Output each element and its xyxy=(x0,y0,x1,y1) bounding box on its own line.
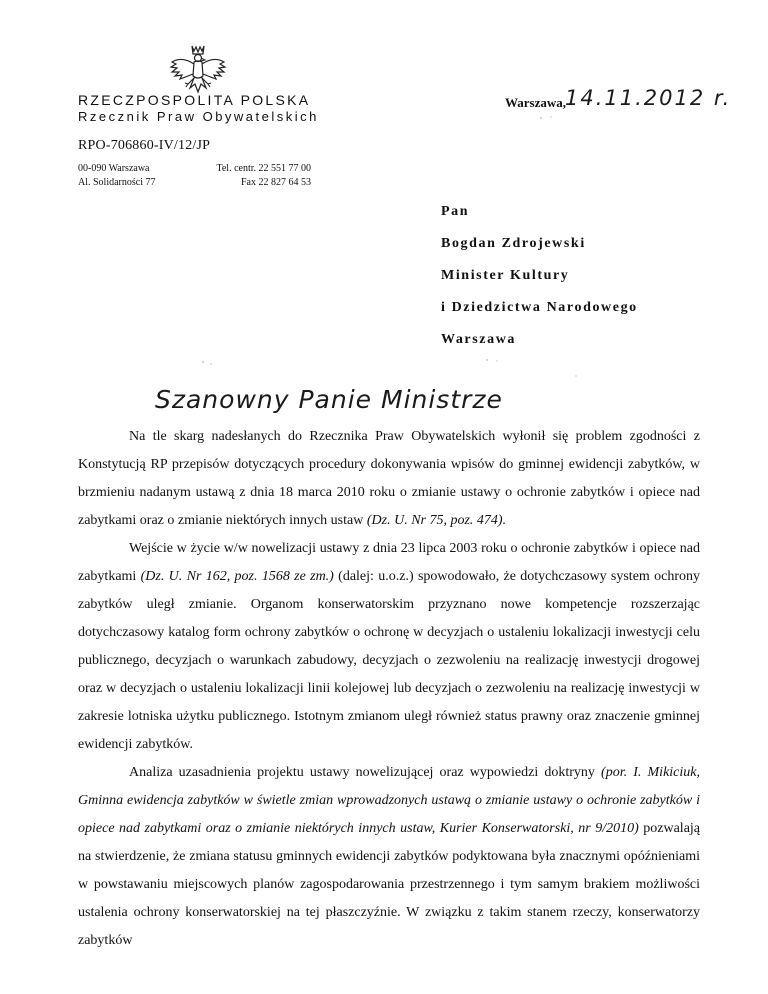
paragraph-text: Wejście w życie w/w nowelizacji ustawy z dnia 23 lipca 2003 roku o ochronie zabytków i opiece nad zabytkami xyxy=(78,541,700,584)
recipient-line: Warszawa xyxy=(441,332,517,347)
handwritten-salutation: Szanowny Panie Ministrze xyxy=(155,385,503,414)
letter-body xyxy=(78,423,700,955)
telephone: Tel. centr. 22 551 77 00 xyxy=(216,163,311,174)
doctrine-citation: (por. I. Mikiciuk, Gminna ewidencja zabytków w świetle zmian wprowadzonych ustawą o zmianie ustawy o ochronie zabytków i opiece nad zabytkami oraz o zmianie niektórych innych ustaw, Kurier Konserwatorski, nr 9/2010) xyxy=(78,765,700,836)
legal-citation: (Dz. U. Nr 162, poz. 1568 ze zm.) xyxy=(140,569,334,584)
paragraph-text: Na tle skarg nadesłanych do Rzecznika Praw Obywatelskich wyłonił się problem zgodności z Konstytucją RP przepisów dotyczących procedury dokonywania wpisów do gminnej ewidencji zabytków, w brzmieniu nadanym ustawą z dnia 18 marca 2010 roku o zmianie ustawy o ochronie zabytków i opiece nad zabytkami oraz o zmianie niektórych innych ustaw xyxy=(78,429,700,528)
fax: Fax 22 827 64 53 xyxy=(241,177,311,188)
recipient-line: Bogdan Zdrojewski xyxy=(441,236,586,251)
org-name: RZECZPOSPOLITA POLSKA xyxy=(78,92,311,108)
letter-place: Warszawa, xyxy=(505,95,567,110)
reference-number: RPO-706860-IV/12/JP xyxy=(78,138,211,153)
recipient-line: Minister Kultury xyxy=(441,268,570,283)
recipient-block xyxy=(441,196,638,356)
handwritten-date: 14.11.2012 r. xyxy=(565,86,732,110)
polish-eagle-emblem-icon xyxy=(168,42,228,98)
paragraph-text: pozwalają na stwierdzenie, że zmiana statusu gminnych ewidencji zabytków podyktowana była znacznymi opóźnieniami w powstawaniu miejscowych planów zagospodarowania przestrzennego i tym samym brakiem możliwości ustalenia ochrony konserwatorskiej na tej płaszczyźnie. W związku z takim stanem rzeczy, konserwatorzy zabytków xyxy=(78,821,701,948)
body-paragraph xyxy=(78,535,700,759)
org-subtitle: Rzecznik Praw Obywatelskich xyxy=(78,109,319,124)
office-address xyxy=(78,162,156,190)
recipient-line: i Dziedzictwa Narodowego xyxy=(441,300,638,315)
paragraph-text: Analiza uzasadnienia projektu ustawy nowelizującej oraz wypowiedzi doktryny xyxy=(129,765,602,780)
office-contact xyxy=(205,162,311,190)
body-paragraph xyxy=(78,759,700,955)
body-paragraph xyxy=(78,423,700,535)
recipient-line: Pan xyxy=(441,204,470,219)
paragraph-text: (dalej: u.o.z.) spowodowało, że dotychczasowy system ochrony zabytków uległ zmianie. Organom konserwatorskim przyznano nowe kompetencje rozszerzając dotychczasowy katalog form ochrony zabytków o ochronę w decyzjach o ustaleniu lokalizacji inwestycji celu publicznego, decyzjach o warunkach zabudowy, decyzjach o zezwoleniu na realizację inwestycji drogowej oraz w decyzjach o ustaleniu lokalizacji linii kolejowej lub decyzjach o zezwoleniu na realizację inwestycji w zakresie lotniska użytku publicznego. Istotnym zmianom uległ również status prawny oraz znaczenie gminnej ewidencji zabytków. xyxy=(78,569,701,752)
legal-citation: (Dz. U. Nr 75, poz. 474). xyxy=(366,513,507,528)
address-line: 00-090 Warszawa xyxy=(78,163,150,174)
address-line: Al. Solidarności 77 xyxy=(78,177,156,188)
